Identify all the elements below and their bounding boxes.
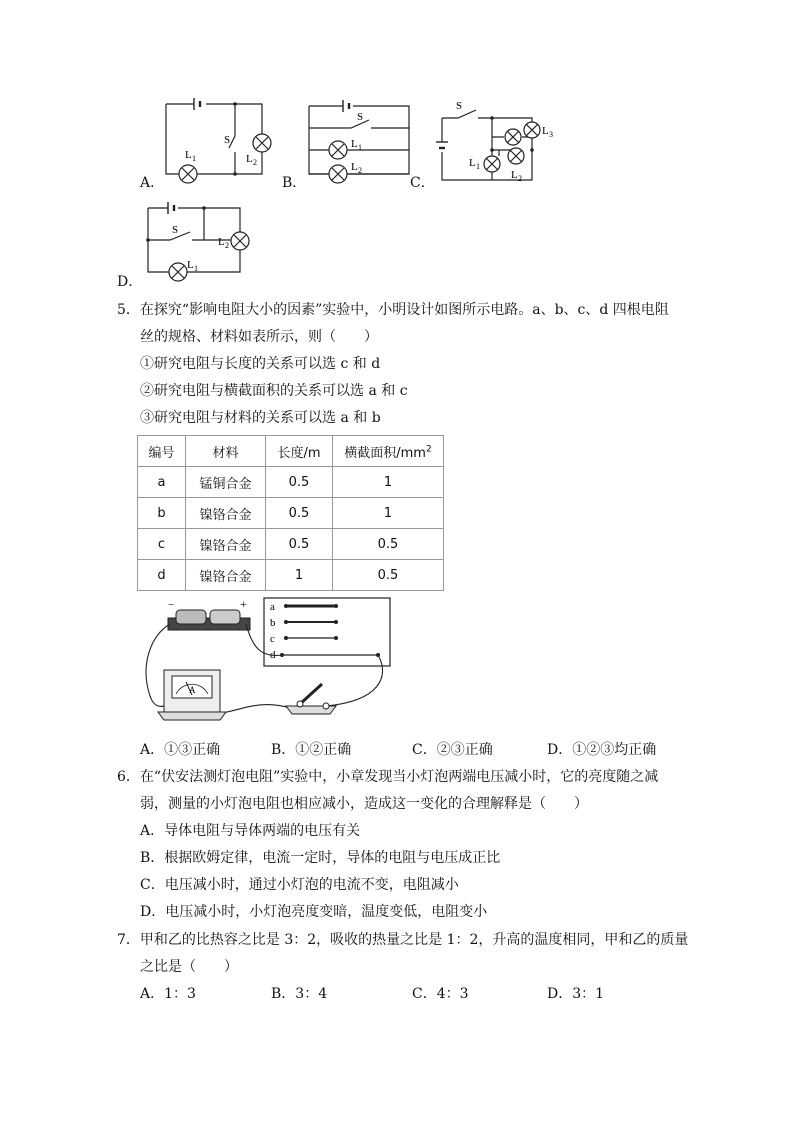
table-row — [138, 498, 444, 529]
lamp-label-l1: L — [185, 149, 192, 161]
lamp-sub: 2 — [253, 158, 257, 167]
q6-stem-line2: 弱，测量的小灯泡电阻也相应减小，造成这一变化的合理解释是（ ） — [140, 796, 588, 812]
table-cell: 1 — [333, 498, 444, 529]
table-header — [333, 436, 444, 467]
circuit-diagram-b — [305, 96, 417, 188]
table-cell: a — [138, 467, 186, 498]
materials-table — [137, 435, 444, 591]
q5-option-a[interactable]: A．①③正确 — [140, 742, 221, 758]
lamp-label-l1: L — [351, 138, 358, 150]
table-cell: 镍铬合金 — [186, 560, 266, 591]
lamp-sub: 1 — [192, 154, 196, 163]
lamp-sub: 1 — [476, 162, 480, 171]
lamp-label-l2: L — [511, 169, 518, 181]
circuit-diagram-d — [140, 198, 260, 282]
q7-option-b[interactable]: B．3：4 — [271, 986, 328, 1002]
circuit-diagram-a — [158, 96, 278, 186]
lamp-label-l2: L — [351, 161, 358, 173]
q6-option-a[interactable]: A．导体电阻与导体两端的电压有关 — [140, 823, 361, 839]
table-cell: c — [138, 529, 186, 560]
table-header: 长度/m — [266, 436, 333, 467]
q5-statement-3: ③研究电阻与材料的关系可以选 a 和 b — [140, 410, 381, 426]
table-cell: 1 — [266, 560, 333, 591]
circuit-diagram-c — [432, 96, 562, 188]
wire-label-d: d — [270, 649, 276, 661]
table-cell: d — [138, 560, 186, 591]
wire-label-c: c — [270, 633, 275, 645]
table-cell: b — [138, 498, 186, 529]
ammeter-label: A — [189, 685, 196, 695]
q6-stem-line1: 6．在“伏安法测灯泡电阻”实验中，小章发现当小灯泡两端电压减小时，它的亮度随之减 — [117, 769, 659, 785]
q7-option-a[interactable]: A．1：3 — [140, 986, 196, 1002]
q6-option-b[interactable]: B．根据欧姆定律，电流一定时，导体的电阻与电压成正比 — [140, 850, 501, 866]
option-c-letter: C． — [410, 175, 435, 191]
table-cell: 0.5 — [333, 529, 444, 560]
table-header: 材料 — [186, 436, 266, 467]
table-header-sup: 2 — [425, 444, 432, 455]
lamp-sub: 1 — [194, 264, 198, 273]
q7-option-d[interactable]: D．3：1 — [547, 986, 605, 1002]
lamp-label-l1: L — [469, 157, 476, 169]
q6-option-c[interactable]: C．电压减小时，通过小灯泡的电流不变，电阻减小 — [140, 877, 459, 893]
q5-stem-line1: 5．在探究“影响电阻大小的因素”实验中，小明设计如图所示电路。a、b、c、d 四根电阻 — [117, 302, 669, 318]
q5-option-c[interactable]: C．②③正确 — [412, 742, 493, 758]
table-cell: 1 — [333, 467, 444, 498]
lamp-label-l1: L — [187, 259, 194, 271]
battery-minus-label: − — [168, 599, 175, 611]
table-cell: 0.5 — [266, 467, 333, 498]
lamp-label-l3: L — [542, 125, 549, 137]
wire-label-a: a — [270, 601, 275, 613]
switch-label: S — [224, 134, 231, 146]
lamp-sub: 3 — [549, 130, 553, 139]
table-row — [138, 529, 444, 560]
wire-label-b: b — [270, 617, 276, 629]
option-a-letter: A． — [140, 175, 165, 191]
table-header: 编号 — [138, 436, 186, 467]
table-cell: 0.5 — [266, 529, 333, 560]
table-row — [138, 467, 444, 498]
q7-stem-line1: 7．甲和乙的比热容之比是 3：2，吸收的热量之比是 1：2，升高的温度相同，甲和乙的质量 — [117, 932, 689, 948]
q5-option-d[interactable]: D．①②③均正确 — [547, 742, 657, 758]
lamp-label-l2: L — [218, 236, 225, 248]
q6-option-d[interactable]: D．电压减小时，小灯泡亮度变暗，温度变低，电阻变小 — [140, 904, 488, 920]
experiment-apparatus-illustration — [140, 596, 400, 726]
q7-stem-line2: 之比是（ ） — [140, 959, 238, 975]
lamp-sub: 2 — [518, 174, 522, 183]
table-header-row — [138, 436, 444, 467]
q7-option-c[interactable]: C．4：3 — [412, 986, 469, 1002]
lamp-sub: 1 — [358, 143, 362, 152]
lamp-sub: 2 — [358, 166, 362, 175]
table-row — [138, 560, 444, 591]
switch-label: S — [357, 111, 364, 123]
table-cell: 0.5 — [266, 498, 333, 529]
switch-label: S — [456, 100, 463, 112]
q5-option-b[interactable]: B．①②正确 — [271, 742, 352, 758]
table-cell: 镍铬合金 — [186, 498, 266, 529]
table-cell: 镍铬合金 — [186, 529, 266, 560]
table-cell: 0.5 — [333, 560, 444, 591]
lamp-sub: 2 — [225, 241, 229, 250]
switch-label: S — [172, 224, 179, 236]
option-d-letter: D． — [117, 274, 143, 290]
table-header-text: 横截面积/mm — [344, 445, 426, 461]
lamp-label-l2: L — [246, 153, 253, 165]
battery-plus-label: + — [240, 597, 247, 611]
q5-stem-line2: 丝的规格、材料如表所示，则（ ） — [140, 329, 378, 345]
q5-statement-2: ②研究电阻与横截面积的关系可以选 a 和 c — [140, 383, 408, 399]
option-b-letter: B． — [282, 175, 307, 191]
table-cell: 锰铜合金 — [186, 467, 266, 498]
q5-statement-1: ①研究电阻与长度的关系可以选 c 和 d — [140, 356, 381, 372]
